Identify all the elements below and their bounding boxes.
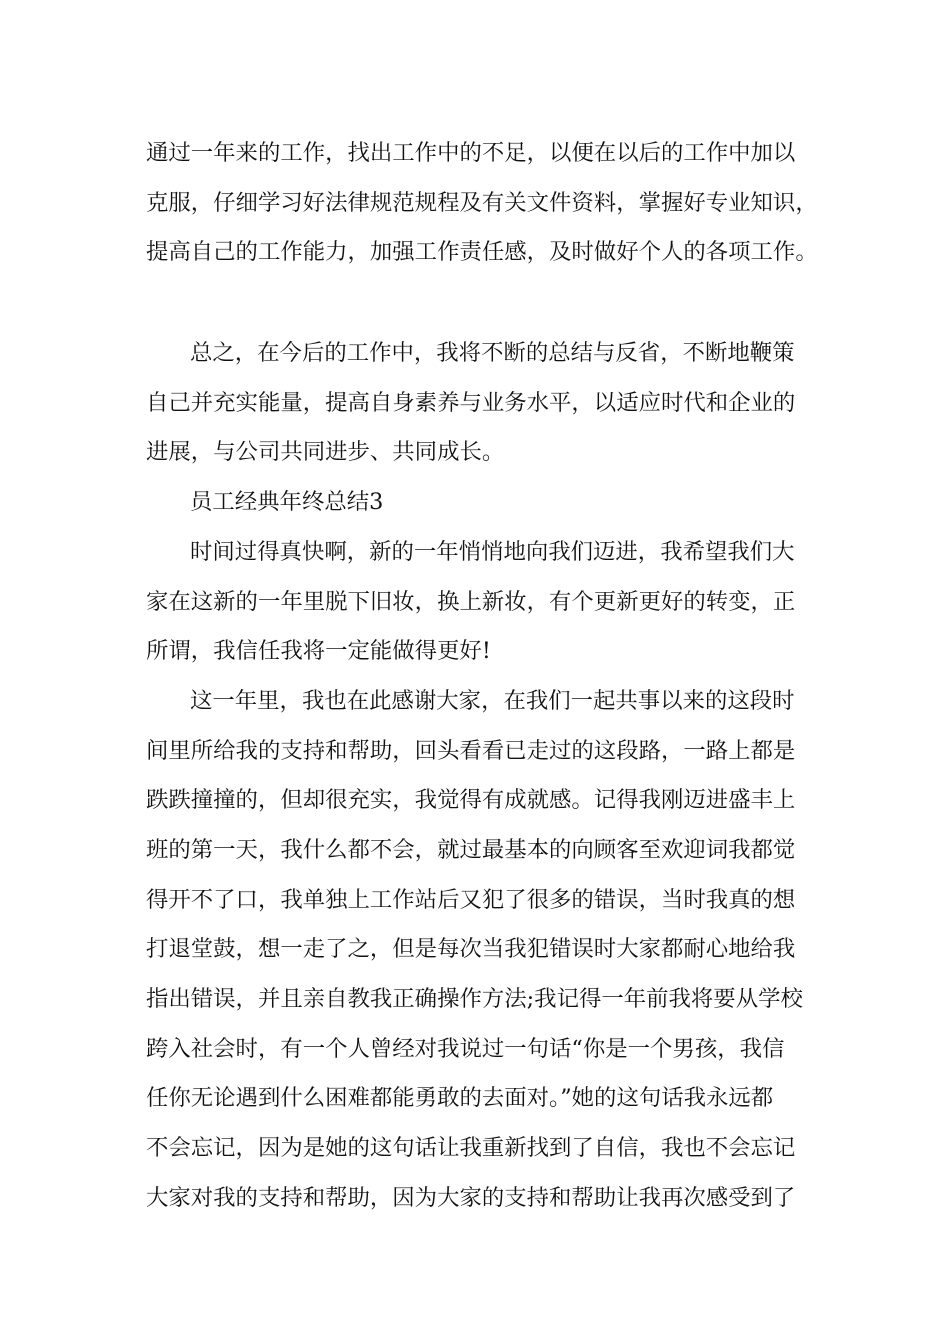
text-line: 克服，仔细学习好法律规范规程及有关文件资料，掌握好专业知识， <box>146 190 818 216</box>
text-line: 得开不了口，我单独上工作站后又犯了很多的错误，当时我真的想 <box>146 887 796 913</box>
text-line: 大家对我的支持和帮助，因为大家的支持和帮助让我再次感受到了 <box>146 1185 796 1211</box>
text-line: 家在这新的一年里脱下旧妆，换上新妆，有个更新更好的转变，正 <box>146 589 796 615</box>
paragraph-first-line: 总之，在今后的工作中，我将不断的总结与反省，不断地鞭策 <box>190 340 795 366</box>
text-line: 进展，与公司共同进步、共同成长。 <box>146 439 505 465</box>
text-line: 通过一年来的工作，找出工作中的不足，以便在以后的工作中加以 <box>146 140 796 166</box>
section-heading: 员工经典年终总结3 <box>190 489 384 515</box>
text-line: 班的第一天，我什么都不会，就过最基本的向顾客至欢迎词我都觉 <box>146 837 796 863</box>
text-line: 自己并充实能量，提高自身素养与业务水平，以适应时代和企业的 <box>146 390 796 416</box>
paragraph-first-line: 时间过得真快啊，新的一年悄悄地向我们迈进，我希望我们大 <box>190 539 795 565</box>
text-line: 跌跌撞撞的，但却很充实，我觉得有成就感。记得我刚迈进盛丰上 <box>146 787 796 813</box>
paragraph-first-line: 这一年里，我也在此感谢大家，在我们一起共事以来的这段时 <box>190 688 795 714</box>
text-line: 打退堂鼓，想一走了之，但是每次当我犯错误时大家都耐心地给我 <box>146 936 796 962</box>
text-line: 提高自己的工作能力，加强工作责任感，及时做好个人的各项工作。 <box>146 239 818 265</box>
text-line: 任你无论遇到什么困难都能勇敢的去面对。”她的这句话我永远都 <box>146 1085 774 1111</box>
text-line: 指出错误，并且亲自教我正确操作方法;我记得一年前我将要从学校 <box>146 986 803 1012</box>
text-line: 跨入社会时，有一个人曾经对我说过一句话“你是一个男孩，我信 <box>146 1036 785 1062</box>
text-line: 间里所给我的支持和帮助，回头看看已走过的这段路，一路上都是 <box>146 738 796 764</box>
text-line: 所谓，我信任我将一定能做得更好! <box>146 638 491 664</box>
text-line: 不会忘记，因为是她的这句话让我重新找到了自信，我也不会忘记 <box>146 1135 796 1161</box>
